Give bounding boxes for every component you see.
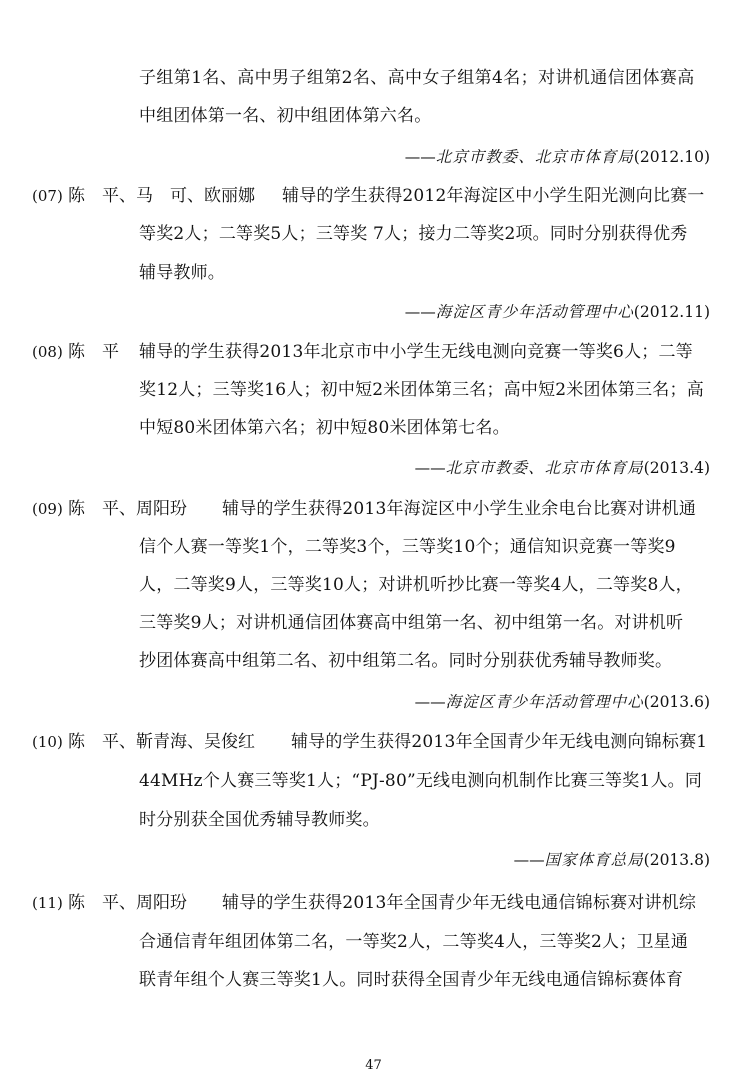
entry-08-line-1: 辅导的学生获得2013年北京市中小学生无线电测向竞赛一等奖6人；二等: [139, 342, 693, 362]
entry-07-names: 陈 平、马 可、欧丽娜: [68, 186, 255, 206]
entry-07-number: (07): [32, 187, 63, 205]
entry-06-line-1: 子组第1名、高中男子组第2名、高中女子组第4名；对讲机通信团体赛高: [139, 68, 695, 88]
source-dash: ——: [414, 693, 446, 711]
entry-07-line-1: 辅导的学生获得2012年海淀区中小学生阳光测向比赛一: [282, 186, 705, 206]
entry-08-line-2: 奖12人；三等奖16人；初中短2米团体第三名；高中短2米团体第三名；高: [139, 380, 704, 400]
entry-09-names: 陈 平、周阳玢: [68, 499, 187, 519]
entry-10-source: [514, 849, 710, 871]
entry-09-source: [415, 691, 710, 713]
source-org: 国家体育总局: [544, 851, 644, 869]
entry-11-names: 陈 平、周阳玢: [68, 893, 187, 913]
entry-10-names: 陈 平、靳青海、吴俊红: [68, 732, 255, 752]
entry-10-line-2: 44MHz个人赛三等奖1人；“PJ-80”无线电测向机制作比赛三等奖1人。同: [139, 771, 703, 791]
source-date: (2012.10): [633, 148, 710, 166]
entry-08-source: [415, 457, 710, 479]
source-dash: ——: [513, 851, 545, 869]
entry-06-line-2: 中组团体第一名、初中组团体第六名。: [139, 106, 432, 126]
source-date: (2013.8): [643, 851, 710, 869]
entry-08-number: (08): [32, 343, 63, 361]
entry-07-source: [405, 301, 710, 323]
entry-09-line-1: 辅导的学生获得2013年海淀区中小学生业余电台比赛对讲机通: [222, 499, 697, 519]
entry-09-line-4: 三等奖9人；对讲机通信团体赛高中组第一名、初中组第一名。对讲机听: [139, 613, 684, 633]
source-org: 北京市教委、北京市体育局: [435, 148, 634, 166]
entry-08-line-3: 中短80米团体第六名；初中短80米团体第七名。: [139, 418, 510, 438]
source-org: 海淀区青少年活动管理中心: [435, 303, 634, 321]
source-dash: ——: [404, 303, 436, 321]
entry-11-line-3: 联青年组个人赛三等奖1人。同时获得全国青少年无线电通信锦标赛体育: [139, 970, 684, 990]
source-org: 北京市教委、北京市体育局: [445, 459, 644, 477]
entry-11-line-2: 合通信青年组团体第二名，一等奖2人，二等奖4人，三等奖2人；卫星通: [139, 932, 689, 952]
entry-10-line-1: 辅导的学生获得2013年全国青少年无线电测向锦标赛1: [291, 732, 708, 752]
entry-09-line-3: 人，二等奖9人，三等奖10人；对讲机听抄比赛一等奖4人，二等奖8人，: [139, 575, 693, 595]
entry-06-source: [405, 146, 710, 168]
entry-08-names: 陈 平: [68, 342, 119, 362]
entry-07-line-2: 等奖2人；二等奖5人；三等奖 7人；接力二等奖2项。同时分别获得优秀: [139, 224, 688, 244]
source-date: (2013.6): [643, 693, 710, 711]
source-org: 海淀区青少年活动管理中心: [445, 693, 644, 711]
source-date: (2012.11): [633, 303, 710, 321]
entry-09-number: (09): [32, 500, 63, 518]
entry-10-line-3: 时分别获全国优秀辅导教师奖。: [139, 810, 380, 830]
entry-11-number: (11): [32, 894, 63, 912]
source-dash: ——: [404, 148, 436, 166]
source-date: (2013.4): [643, 459, 710, 477]
entry-11-line-1: 辅导的学生获得2013年全国青少年无线电通信锦标赛对讲机综: [222, 893, 697, 913]
entry-10-number: (10): [32, 733, 63, 751]
page-number: 47: [365, 1058, 382, 1073]
entry-07-line-3: 辅导教师。: [139, 263, 225, 283]
source-dash: ——: [414, 459, 446, 477]
entry-09-line-5: 抄团体赛高中组第二名、初中组第二名。同时分别获优秀辅导教师奖。: [139, 651, 673, 671]
entry-09-line-2: 信个人赛一等奖1个，二等奖3个，三等奖10个；通信知识竞赛一等奖9: [139, 537, 676, 557]
